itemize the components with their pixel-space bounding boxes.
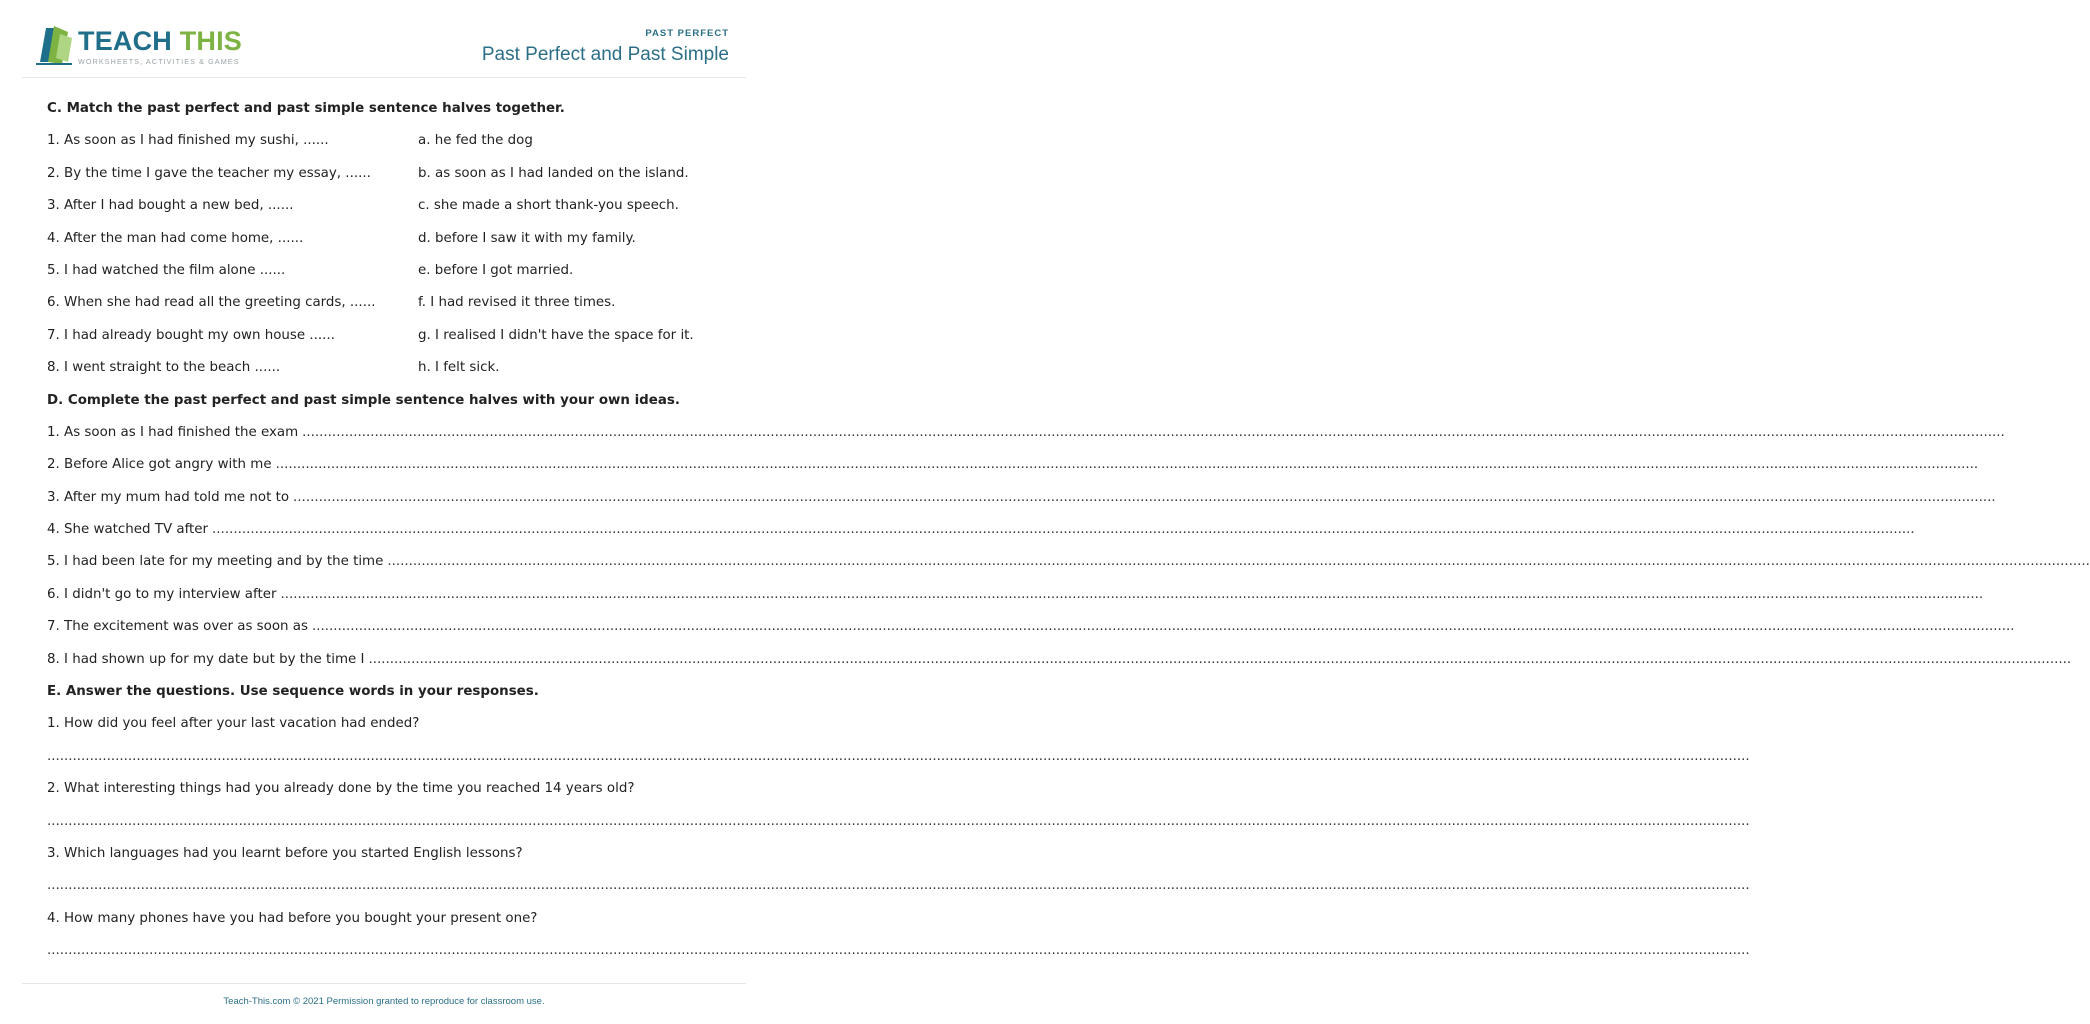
completion-prompt: 7. The excitement was over as soon as [47, 619, 308, 635]
match-row [47, 192, 722, 224]
answer-blank-line[interactable]: ................................................................................................................................................................................................................................................................................................................................................................................................................ [47, 878, 1750, 894]
question-text: 4. How many phones have you had before you bought your present one? [47, 910, 538, 926]
logo-word-this: THIS [179, 26, 243, 56]
section-e-question-list [47, 710, 1750, 969]
match-right-half: d. before I saw it with my family. [418, 230, 636, 246]
page-header [22, 0, 746, 78]
match-right-half: g. I realised I didn't have the space for it. [418, 327, 694, 343]
match-left-half: 3. After I had bought a new bed, ...... [47, 198, 294, 214]
match-left-half: 1. As soon as I had finished my sushi, ...... [47, 133, 329, 149]
section-d-completion-list [47, 419, 2090, 678]
answer-blank-line[interactable]: ................................................................................................................................................................................................................................................................................................................................................................................................................ [302, 424, 2005, 440]
completion-prompt: 8. I had shown up for my date but by the time I [47, 651, 365, 667]
match-row [47, 127, 722, 159]
page-title: Past Perfect and Past Simple [481, 44, 729, 65]
match-row [47, 160, 722, 192]
answer-blank-line[interactable]: ................................................................................................................................................................................................................................................................................................................................................................................................................ [311, 619, 2015, 635]
match-left-half: 6. When she had read all the greeting cards, ...... [47, 295, 376, 311]
match-right-half: a. he fed the dog [418, 133, 533, 149]
page-footer [22, 983, 746, 1007]
completion-prompt: 3. After my mum had told me not to [47, 489, 290, 505]
teach-this-logo [36, 22, 243, 68]
answer-blank-line[interactable]: ................................................................................................................................................................................................................................................................................................................................................................................................................ [275, 457, 1979, 473]
completion-prompt: 1. As soon as I had finished the exam [47, 424, 299, 440]
completion-prompt: 2. Before Alice got angry with me [47, 457, 272, 473]
completion-prompt: 5. I had been late for my meeting and by the time [47, 554, 384, 570]
match-left-half: 8. I went straight to the beach ...... [47, 360, 281, 376]
section-c-title: C. Match the past perfect and past simple sentence halves together. [47, 101, 565, 116]
match-left-half: 2. By the time I gave the teacher my essay, ...... [47, 165, 371, 181]
match-row [47, 354, 722, 386]
match-right-half: b. as soon as I had landed on the island. [418, 165, 689, 181]
match-left-half: 7. I had already bought my own house ...... [47, 327, 335, 343]
logo-tagline: WORKSHEETS, ACTIVITIES & GAMES [78, 57, 240, 66]
match-left-half: 4. After the man had come home, ...... [47, 230, 304, 246]
topic-kicker: PAST PERFECT [645, 28, 729, 39]
completion-row [47, 419, 2005, 451]
completion-prompt: 6. I didn't go to my interview after [47, 586, 277, 602]
match-right-half: e. before I got married. [418, 262, 574, 278]
match-row [47, 289, 722, 321]
completion-row [47, 613, 2015, 645]
answer-blank-line[interactable]: ................................................................................................................................................................................................................................................................................................................................................................................................................ [47, 748, 1750, 764]
worksheet-content [47, 95, 2090, 970]
section-d-title: D. Complete the past perfect and past simple sentence halves with your own ideas. [47, 392, 680, 408]
completion-row [47, 646, 2072, 678]
logo-word-teach: TEACH [78, 26, 172, 56]
match-row [47, 225, 722, 257]
match-row [47, 322, 722, 354]
answer-blank-line[interactable]: ................................................................................................................................................................................................................................................................................................................................................................................................................ [47, 813, 1750, 829]
match-right-half: f. I had revised it three times. [418, 295, 616, 311]
question-text: 2. What interesting things had you already done by the time you reached 14 years old? [47, 781, 635, 797]
match-right-half: c. she made a short thank-you speech. [418, 198, 679, 214]
footer-copyright: Teach-This.com © 2021 Permission granted to reproduce for classroom use. [223, 996, 545, 1007]
answer-blank-line[interactable]: ................................................................................................................................................................................................................................................................................................................................................................................................................ [47, 943, 1750, 959]
answer-blank-line[interactable]: ................................................................................................................................................................................................................................................................................................................................................................................................................ [293, 489, 1996, 505]
answer-blank-line[interactable]: ................................................................................................................................................................................................................................................................................................................................................................................................................ [212, 522, 1915, 538]
completion-row [47, 548, 2090, 580]
completion-row [47, 484, 1996, 516]
answer-blank-line[interactable]: ................................................................................................................................................................................................................................................................................................................................................................................................................ [368, 651, 2072, 667]
match-right-half: h. I felt sick. [418, 360, 500, 376]
question-text: 3. Which languages had you learnt before you started English lessons? [47, 845, 523, 861]
answer-blank-line[interactable]: ................................................................................................................................................................................................................................................................................................................................................................................................................ [387, 554, 2090, 570]
completion-row [47, 451, 1979, 483]
completion-row [47, 516, 1915, 548]
book-logo-icon [36, 22, 76, 68]
match-row [47, 257, 722, 289]
logo-wordmark [78, 26, 242, 57]
question-text: 1. How did you feel after your last vacation had ended? [47, 716, 420, 732]
match-left-half: 5. I had watched the film alone ...... [47, 262, 286, 278]
section-c-match-list [47, 127, 722, 386]
section-e-title: E. Answer the questions. Use sequence words in your responses. [47, 684, 539, 700]
completion-row [47, 581, 1984, 613]
completion-prompt: 4. She watched TV after [47, 522, 209, 538]
answer-blank-line[interactable]: ................................................................................................................................................................................................................................................................................................................................................................................................................ [280, 586, 1984, 602]
